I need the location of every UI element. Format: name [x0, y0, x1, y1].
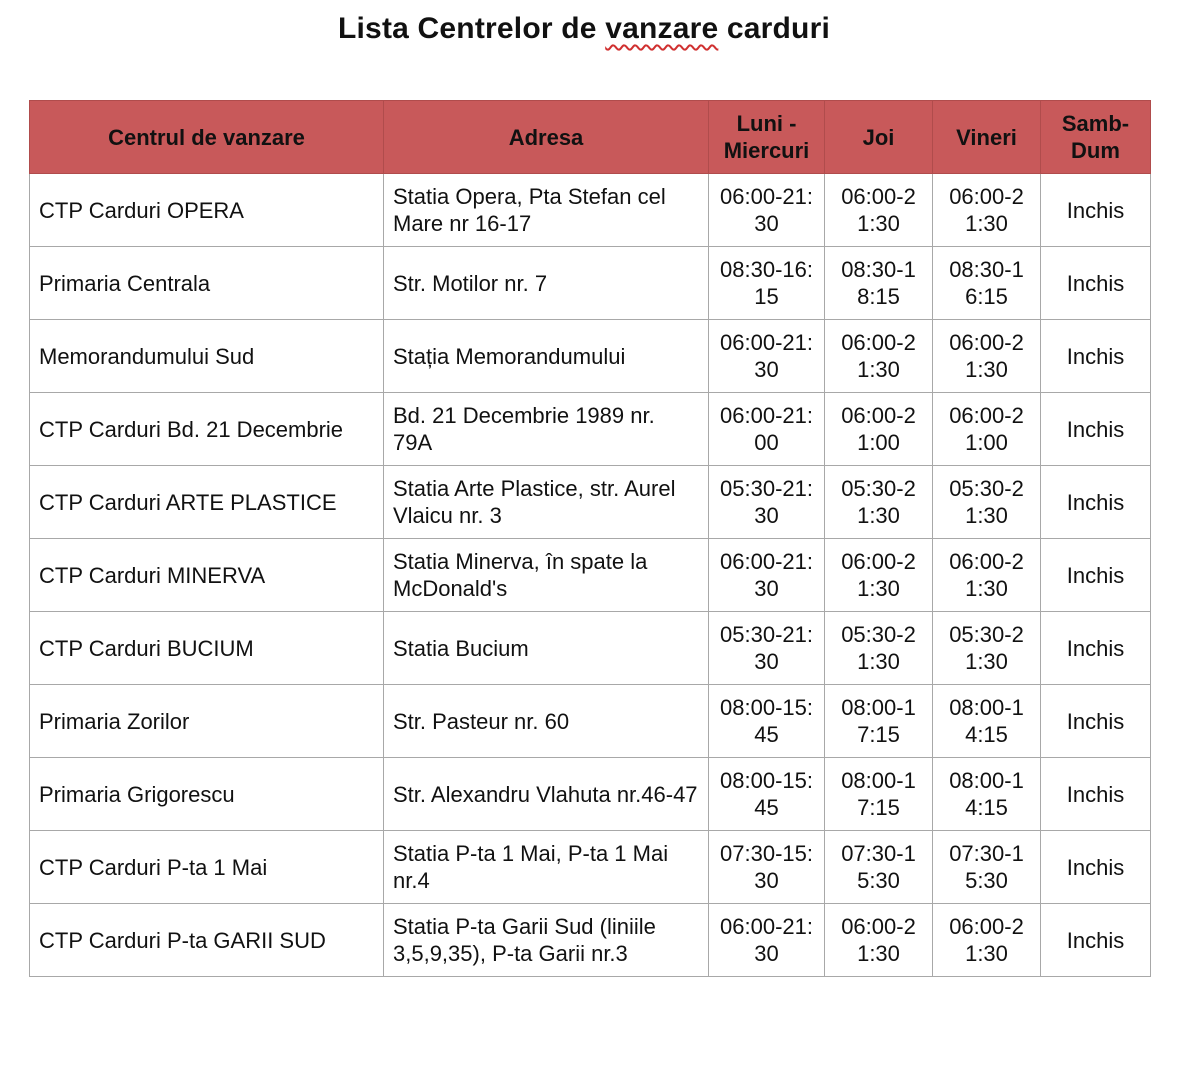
- cell-thu: 08:00-17:15: [825, 758, 933, 831]
- header-address: Adresa: [384, 101, 709, 174]
- cell-center: CTP Carduri P-ta GARII SUD: [30, 904, 384, 977]
- cell-fri: 06:00-21:30: [933, 320, 1041, 393]
- cell-weekend: Inchis: [1041, 320, 1151, 393]
- cell-weekend: Inchis: [1041, 539, 1151, 612]
- header-center: Centrul de vanzare: [30, 101, 384, 174]
- table-row: [30, 612, 1151, 685]
- cell-center: CTP Carduri MINERVA: [30, 539, 384, 612]
- cell-address: Statia P-ta Garii Sud (liniile 3,5,9,35), P-ta Garii nr.3: [384, 904, 709, 977]
- cell-mon-wed: 08:30-16:15: [709, 247, 825, 320]
- cell-thu: 06:00-21:00: [825, 393, 933, 466]
- table-row: [30, 466, 1151, 539]
- cell-mon-wed: 06:00-21:30: [709, 539, 825, 612]
- cell-thu: 06:00-21:30: [825, 320, 933, 393]
- cell-center: Primaria Centrala: [30, 247, 384, 320]
- cell-mon-wed: 06:00-21:00: [709, 393, 825, 466]
- table-row: [30, 393, 1151, 466]
- table-row: [30, 904, 1151, 977]
- cell-weekend: Inchis: [1041, 393, 1151, 466]
- cell-mon-wed: 06:00-21:30: [709, 320, 825, 393]
- cell-thu: 06:00-21:30: [825, 539, 933, 612]
- cell-address: Statia Minerva, în spate la McDonald's: [384, 539, 709, 612]
- table-row: [30, 247, 1151, 320]
- cell-center: Memorandumului Sud: [30, 320, 384, 393]
- header-mon-wed: Luni - Miercuri: [709, 101, 825, 174]
- title-misspelled-word: vanzare: [605, 12, 719, 45]
- cell-weekend: Inchis: [1041, 466, 1151, 539]
- cell-center: Primaria Zorilor: [30, 685, 384, 758]
- page-title: [0, 12, 1168, 46]
- cell-weekend: Inchis: [1041, 831, 1151, 904]
- cell-fri: 06:00-21:30: [933, 904, 1041, 977]
- cell-mon-wed: 07:30-15:30: [709, 831, 825, 904]
- cell-center: CTP Carduri ARTE PLASTICE: [30, 466, 384, 539]
- cell-thu: 06:00-21:30: [825, 904, 933, 977]
- cell-address: Str. Pasteur nr. 60: [384, 685, 709, 758]
- cell-center: CTP Carduri Bd. 21 Decembrie: [30, 393, 384, 466]
- cell-address: Str. Alexandru Vlahuta nr.46-47: [384, 758, 709, 831]
- cell-fri: 06:00-21:30: [933, 539, 1041, 612]
- cell-weekend: Inchis: [1041, 904, 1151, 977]
- cell-address: Statia P-ta 1 Mai, P-ta 1 Mai nr.4: [384, 831, 709, 904]
- table-row: [30, 758, 1151, 831]
- cell-center: Primaria Grigorescu: [30, 758, 384, 831]
- header-fri: Vineri: [933, 101, 1041, 174]
- cell-mon-wed: 08:00-15:45: [709, 758, 825, 831]
- cell-center: CTP Carduri P-ta 1 Mai: [30, 831, 384, 904]
- cell-mon-wed: 05:30-21:30: [709, 612, 825, 685]
- cell-fri: 05:30-21:30: [933, 612, 1041, 685]
- cell-fri: 07:30-15:30: [933, 831, 1041, 904]
- title-text-end: carduri: [718, 12, 830, 45]
- table-row: [30, 174, 1151, 247]
- cell-thu: 05:30-21:30: [825, 612, 933, 685]
- cell-fri: 08:00-14:15: [933, 758, 1041, 831]
- cell-fri: 06:00-21:30: [933, 174, 1041, 247]
- cell-fri: 05:30-21:30: [933, 466, 1041, 539]
- table-row: [30, 831, 1151, 904]
- sales-centers-table: [29, 100, 1151, 977]
- cell-mon-wed: 05:30-21:30: [709, 466, 825, 539]
- cell-thu: 07:30-15:30: [825, 831, 933, 904]
- cell-weekend: Inchis: [1041, 174, 1151, 247]
- cell-mon-wed: 08:00-15:45: [709, 685, 825, 758]
- cell-weekend: Inchis: [1041, 612, 1151, 685]
- cell-thu: 08:00-17:15: [825, 685, 933, 758]
- header-thu: Joi: [825, 101, 933, 174]
- cell-address: Statia Arte Plastice, str. Aurel Vlaicu nr. 3: [384, 466, 709, 539]
- cell-address: Statia Bucium: [384, 612, 709, 685]
- cell-weekend: Inchis: [1041, 247, 1151, 320]
- cell-mon-wed: 06:00-21:30: [709, 904, 825, 977]
- title-text-start: Lista Centrelor de: [338, 12, 606, 45]
- cell-mon-wed: 06:00-21:30: [709, 174, 825, 247]
- cell-address: Bd. 21 Decembrie 1989 nr. 79A: [384, 393, 709, 466]
- cell-fri: 08:00-14:15: [933, 685, 1041, 758]
- cell-address: Str. Motilor nr. 7: [384, 247, 709, 320]
- cell-center: CTP Carduri BUCIUM: [30, 612, 384, 685]
- table-row: [30, 539, 1151, 612]
- cell-thu: 06:00-21:30: [825, 174, 933, 247]
- header-weekend: Samb-Dum: [1041, 101, 1151, 174]
- cell-thu: 05:30-21:30: [825, 466, 933, 539]
- table-header-row: [30, 101, 1151, 174]
- cell-thu: 08:30-18:15: [825, 247, 933, 320]
- cell-fri: 06:00-21:00: [933, 393, 1041, 466]
- cell-weekend: Inchis: [1041, 685, 1151, 758]
- cell-fri: 08:30-16:15: [933, 247, 1041, 320]
- cell-weekend: Inchis: [1041, 758, 1151, 831]
- cell-address: Stația Memorandumului: [384, 320, 709, 393]
- cell-center: CTP Carduri OPERA: [30, 174, 384, 247]
- cell-address: Statia Opera, Pta Stefan cel Mare nr 16-17: [384, 174, 709, 247]
- table-row: [30, 685, 1151, 758]
- table-row: [30, 320, 1151, 393]
